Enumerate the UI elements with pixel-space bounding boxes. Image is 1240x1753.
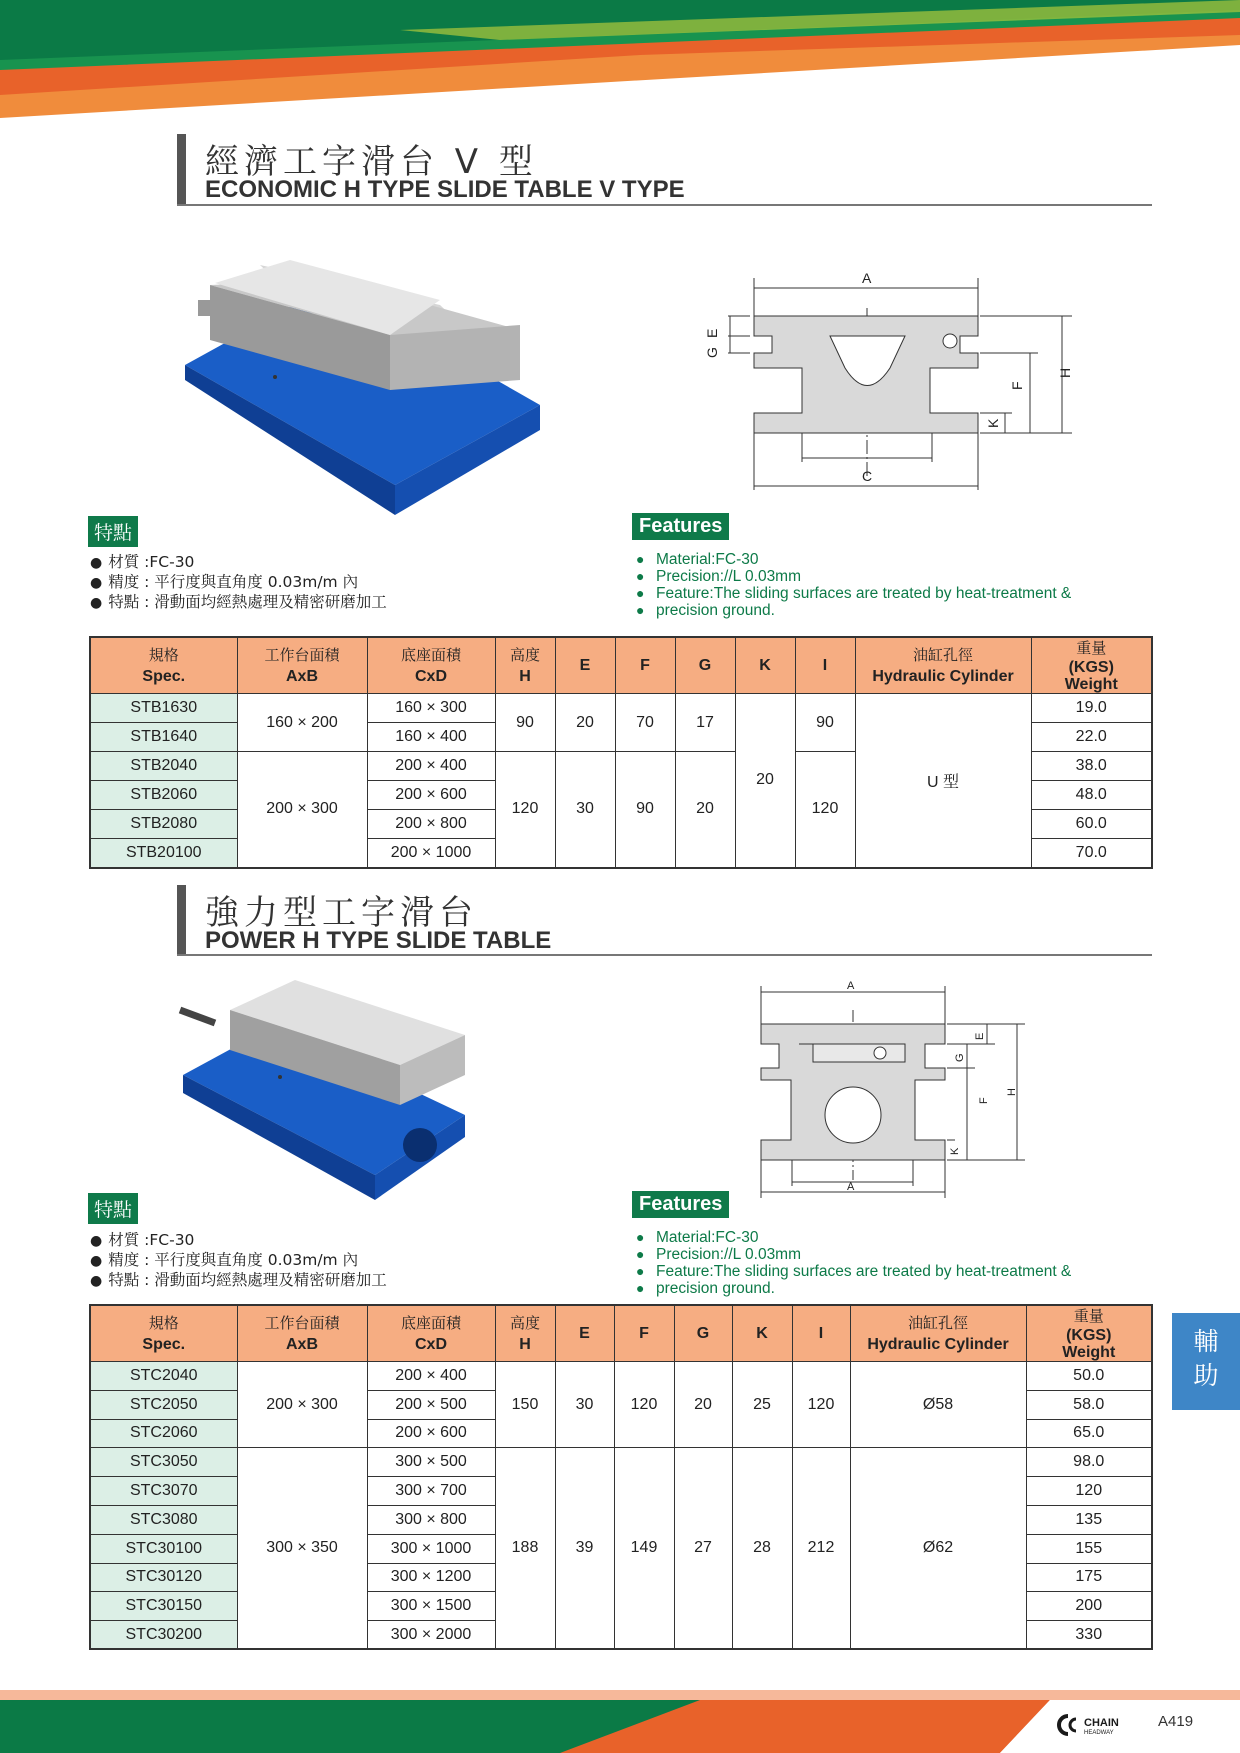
- weight-cell: 200: [1026, 1592, 1152, 1621]
- h-cell: 90: [495, 694, 555, 752]
- model-cell: STB2080: [90, 810, 237, 839]
- feature-en-item: ● Precision://L 0.03mm: [636, 568, 1071, 585]
- col-g: G: [674, 1305, 732, 1362]
- dimension-diagram-v-type: [700, 268, 1100, 498]
- col-k: K: [732, 1305, 792, 1362]
- col-i: I: [792, 1305, 850, 1362]
- svg-text:F: F: [978, 1097, 990, 1104]
- col-axb: 工作台面積 AxB: [237, 1305, 367, 1362]
- feature-cn-item: ● 材質 :FC-30: [90, 1231, 387, 1251]
- col-spec: 規格 Spec.: [90, 637, 237, 694]
- weight-cell: 330: [1026, 1621, 1152, 1650]
- cylinder-cell: Ø62: [850, 1448, 1026, 1650]
- svg-text:K: K: [949, 1147, 961, 1155]
- col-weight: 重量 (KGS) Weight: [1026, 1305, 1152, 1362]
- g-cell: 20: [675, 752, 735, 868]
- f-cell: 120: [614, 1362, 674, 1448]
- spec-table-v-type: [89, 636, 1153, 869]
- weight-cell: 120: [1026, 1477, 1152, 1506]
- model-cell: STC30100: [90, 1534, 237, 1563]
- model-cell: STB20100: [90, 839, 237, 868]
- g-cell: 27: [674, 1448, 732, 1650]
- axb-cell: 300 × 350: [237, 1448, 367, 1650]
- cylinder-cell: Ø58: [850, 1362, 1026, 1448]
- f-cell: 149: [614, 1448, 674, 1650]
- svg-text:E: E: [974, 1032, 986, 1040]
- svg-text:G: G: [704, 347, 720, 358]
- feature-en-item: ● Feature:The sliding surfaces are treated by heat-treatment &: [636, 585, 1071, 602]
- spec-table-power-type: [89, 1304, 1153, 1650]
- g-cell: 17: [675, 694, 735, 752]
- f-cell: 70: [615, 694, 675, 752]
- svg-text:F: F: [1009, 381, 1025, 390]
- e-cell: 39: [555, 1448, 614, 1650]
- weight-cell: 19.0: [1031, 694, 1152, 723]
- features-cn-label: 特點: [88, 516, 138, 547]
- cxd-cell: 200 × 1000: [367, 839, 495, 868]
- dimension-diagram-power-type: [755, 980, 1035, 1205]
- section-title-power: [177, 885, 1152, 956]
- i-cell: 120: [792, 1362, 850, 1448]
- weight-cell: 98.0: [1026, 1448, 1152, 1477]
- weight-cell: 50.0: [1026, 1362, 1152, 1391]
- cxd-cell: 160 × 300: [367, 694, 495, 723]
- axb-cell: 160 × 200: [237, 694, 367, 752]
- i-cell: 120: [795, 752, 855, 868]
- feature-en-item: ● Precision://L 0.03mm: [636, 1246, 1071, 1263]
- h-cell: 120: [495, 752, 555, 868]
- title-bar: [177, 134, 186, 204]
- col-cylinder: 油缸孔徑 Hydraulic Cylinder: [850, 1305, 1026, 1362]
- model-cell: STC3050: [90, 1448, 237, 1477]
- model-cell: STC3080: [90, 1505, 237, 1534]
- model-cell: STC2060: [90, 1419, 237, 1448]
- col-e: E: [555, 1305, 614, 1362]
- weight-cell: 22.0: [1031, 723, 1152, 752]
- section-title-economic: [177, 134, 1152, 206]
- features-cn-list: [90, 1231, 387, 1291]
- svg-text:E: E: [704, 328, 720, 338]
- feature-en-item: ● Material:FC-30: [636, 1229, 1071, 1246]
- section-title-cn: 強力型工字滑台: [205, 893, 478, 933]
- model-cell: STC2040: [90, 1362, 237, 1391]
- model-cell: STC3070: [90, 1477, 237, 1506]
- feature-cn-item: ● 精度 : 平行度與直角度 0.03m/m 內: [90, 1251, 387, 1271]
- col-cxd: 底座面積 CxD: [367, 1305, 495, 1362]
- k-cell: 28: [732, 1448, 792, 1650]
- feature-en-item: ● Material:FC-30: [636, 551, 1071, 568]
- cxd-cell: 300 × 2000: [367, 1621, 495, 1650]
- weight-cell: 38.0: [1031, 752, 1152, 781]
- table-row: [90, 694, 1152, 723]
- model-cell: STC30120: [90, 1563, 237, 1592]
- col-axb: 工作台面積 AxB: [237, 637, 367, 694]
- features-en-list: [636, 551, 1071, 619]
- svg-text:G: G: [954, 1053, 966, 1062]
- cxd-cell: 160 × 400: [367, 723, 495, 752]
- weight-cell: 155: [1026, 1534, 1152, 1563]
- cylinder-cell: U 型: [855, 694, 1031, 868]
- features-en-label: Features: [632, 1191, 729, 1218]
- e-cell: 20: [555, 694, 615, 752]
- svg-text:A: A: [847, 1181, 855, 1193]
- feature-en-item: ● Feature:The sliding surfaces are treated by heat-treatment &: [636, 1263, 1071, 1280]
- cxd-cell: 200 × 800: [367, 810, 495, 839]
- col-cxd: 底座面積 CxD: [367, 637, 495, 694]
- product-image-v-type: [180, 245, 540, 515]
- cxd-cell: 200 × 500: [367, 1390, 495, 1419]
- header-banner: [0, 0, 1240, 120]
- side-tab-char: 助: [1193, 1361, 1219, 1390]
- f-cell: 90: [615, 752, 675, 868]
- i-cell: 90: [795, 694, 855, 752]
- weight-cell: 60.0: [1031, 810, 1152, 839]
- model-cell: STB2060: [90, 781, 237, 810]
- axb-cell: 200 × 300: [237, 1362, 367, 1448]
- cxd-cell: 200 × 600: [367, 781, 495, 810]
- col-k: K: [735, 637, 795, 694]
- features-cn-label: 特點: [88, 1193, 138, 1224]
- weight-cell: 65.0: [1026, 1419, 1152, 1448]
- col-weight: 重量 (KGS) Weight: [1031, 637, 1152, 694]
- svg-text:H: H: [1057, 367, 1073, 378]
- model-cell: STB1630: [90, 694, 237, 723]
- feature-cn-item: ● 特點 : 滑動面均經熱處理及精密研磨加工: [90, 1271, 387, 1291]
- weight-cell: 70.0: [1031, 839, 1152, 868]
- weight-cell: 175: [1026, 1563, 1152, 1592]
- model-cell: STB2040: [90, 752, 237, 781]
- cxd-cell: 200 × 400: [367, 752, 495, 781]
- feature-cn-item: ● 特點 : 滑動面均經熱處理及精密研磨加工: [90, 593, 387, 613]
- table-row: [90, 1362, 1152, 1391]
- table-row: [90, 1448, 1152, 1477]
- section-title-en: ECONOMIC H TYPE SLIDE TABLE V TYPE: [205, 176, 685, 203]
- svg-text:A: A: [862, 270, 872, 286]
- svg-text:A: A: [847, 980, 855, 992]
- col-f: F: [614, 1305, 674, 1362]
- model-cell: STC30150: [90, 1592, 237, 1621]
- side-tab-char: 輔: [1193, 1327, 1219, 1356]
- weight-cell: 135: [1026, 1505, 1152, 1534]
- chain-headway-logo: [1054, 1712, 1134, 1738]
- col-e: E: [555, 637, 615, 694]
- i-cell: 212: [792, 1448, 850, 1650]
- feature-cn-item: ● 材質 :FC-30: [90, 553, 387, 573]
- col-f: F: [615, 637, 675, 694]
- weight-cell: 48.0: [1031, 781, 1152, 810]
- col-i: I: [795, 637, 855, 694]
- svg-text:H: H: [1006, 1088, 1018, 1096]
- section-title-en: POWER H TYPE SLIDE TABLE: [205, 927, 552, 954]
- cxd-cell: 200 × 600: [367, 1419, 495, 1448]
- features-cn-list: [90, 553, 387, 613]
- axb-cell: 200 × 300: [237, 752, 367, 868]
- h-cell: 150: [495, 1362, 555, 1448]
- features-en-list: [636, 1229, 1071, 1297]
- category-side-tab[interactable]: [1172, 1313, 1240, 1410]
- svg-text:C: C: [862, 468, 873, 484]
- page-number: A419: [1158, 1713, 1194, 1730]
- col-h: 高度 H: [495, 1305, 555, 1362]
- cxd-cell: 300 × 1200: [367, 1563, 495, 1592]
- cxd-cell: 300 × 800: [367, 1505, 495, 1534]
- col-cylinder: 油缸孔徑 Hydraulic Cylinder: [855, 637, 1031, 694]
- feature-en-item-continued: ● precision ground.: [636, 1280, 1071, 1297]
- model-cell: STC30200: [90, 1621, 237, 1650]
- svg-text:CHAIN: CHAIN: [1084, 1717, 1119, 1729]
- section-title-cn: 經濟工字滑台 V 型: [205, 142, 538, 182]
- feature-en-item-continued: ● precision ground.: [636, 602, 1071, 619]
- title-bar: [177, 885, 186, 954]
- cxd-cell: 200 × 400: [367, 1362, 495, 1391]
- feature-cn-item: ● 精度 : 平行度與直角度 0.03m/m 內: [90, 573, 387, 593]
- cxd-cell: 300 × 700: [367, 1477, 495, 1506]
- cxd-cell: 300 × 500: [367, 1448, 495, 1477]
- h-cell: 188: [495, 1448, 555, 1650]
- cxd-cell: 300 × 1000: [367, 1534, 495, 1563]
- svg-text:HEADWAY: HEADWAY: [1084, 1730, 1114, 1736]
- features-en-label: Features: [632, 513, 729, 540]
- weight-cell: 58.0: [1026, 1390, 1152, 1419]
- product-image-power-type: [175, 975, 475, 1205]
- k-cell: 25: [732, 1362, 792, 1448]
- svg-text:K: K: [985, 418, 1001, 428]
- model-cell: STB1640: [90, 723, 237, 752]
- e-cell: 30: [555, 752, 615, 868]
- e-cell: 30: [555, 1362, 614, 1448]
- model-cell: STC2050: [90, 1390, 237, 1419]
- col-h: 高度 H: [495, 637, 555, 694]
- col-g: G: [675, 637, 735, 694]
- g-cell: 20: [674, 1362, 732, 1448]
- k-cell: 20: [735, 694, 795, 868]
- col-spec: 規格 Spec.: [90, 1305, 237, 1362]
- cxd-cell: 300 × 1500: [367, 1592, 495, 1621]
